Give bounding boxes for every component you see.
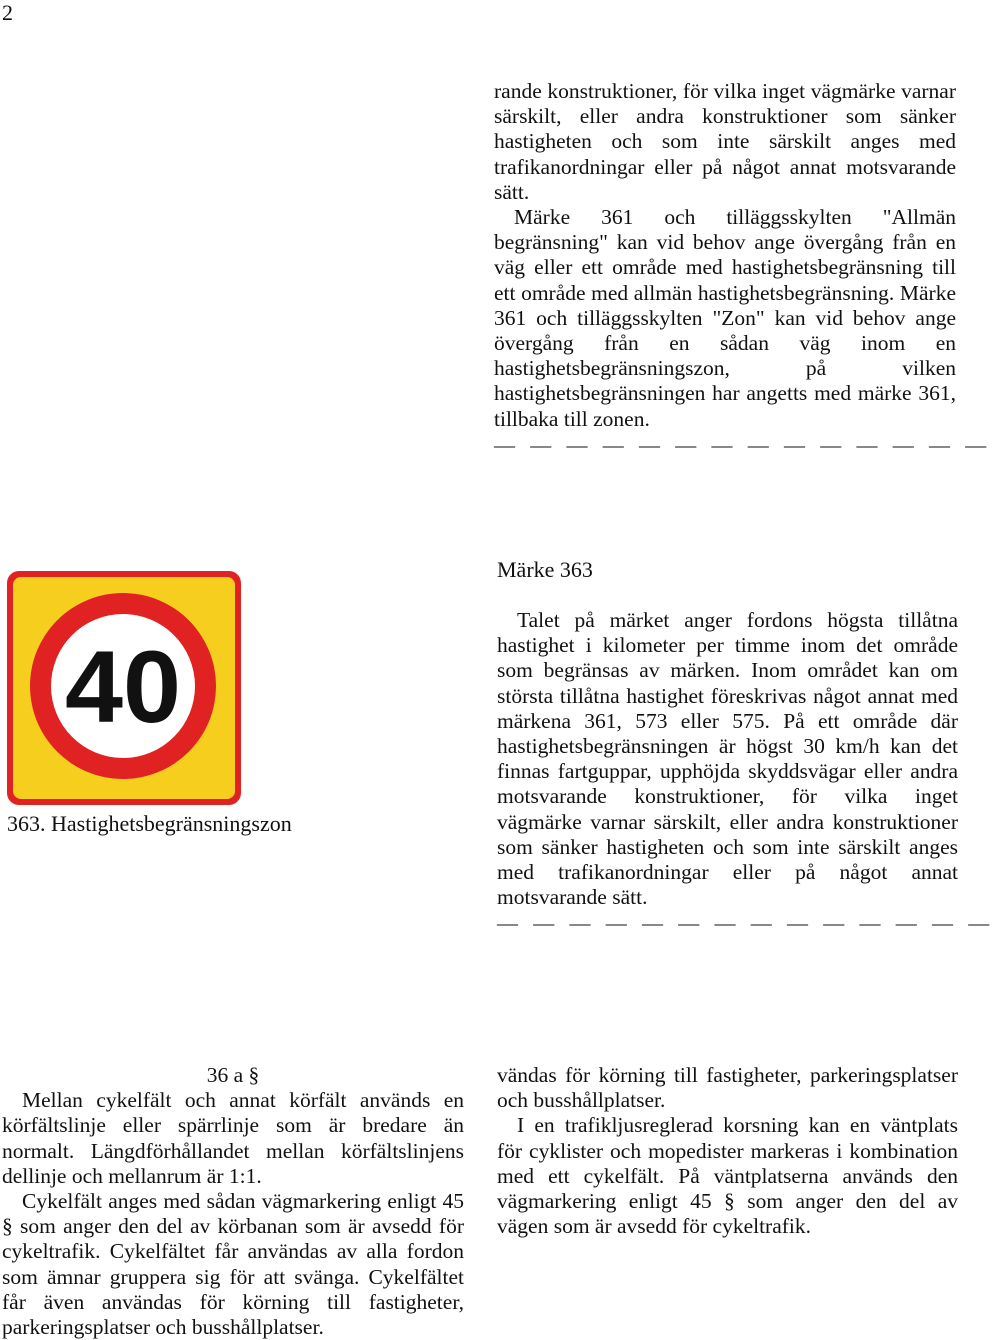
speed-limit-zone-sign-363 xyxy=(6,570,242,806)
paragraph: Mellan cykelfält och annat körfält används en körfältslinje eller spärrlinje som är bredare än normalt. Längdförhållandet mellan körfältslinjens dellinje och mellanrum är 1:1. xyxy=(2,1088,464,1188)
paragraph: I en trafikljusreglerad korsning kan en väntplats för cyklister och mopedister markeras i kombination med ett cykelfält. På väntplatserna används den vägmarkering enligt 45 § som anger den del av vägen som är avsedd för cykeltrafik. xyxy=(497,1113,958,1239)
sign-speed-number: 40 xyxy=(65,630,181,744)
paragraph: Cykelfält anges med sådan vägmarkering enligt 45 § som anger den del av körbanan som är avsedd för cykeltrafik. Cykelfältet får användas av alla fordon som ämnar gruppera sig för att svänga. Cykelfältet får även användas för körning till fastigheter, parkeringsplatser och busshållplatser. xyxy=(2,1189,464,1340)
section-separator: — — — — — — — — — — — — — — xyxy=(497,911,994,936)
section-36a-left-column xyxy=(2,1063,464,1340)
top-text-column xyxy=(494,79,992,458)
sign-description-column xyxy=(497,608,994,936)
page-number: 2 xyxy=(2,0,13,25)
section-heading: 36 a § xyxy=(206,1063,260,1087)
paragraph: Talet på märket anger fordons högsta tillåtna hastighet i kilometer per timme inom det område som begränsas av märken. Inom området kan om största tillåtna hastighet föreskrivas något annat med märkena 361, 573 eller 575. På ett område där hastighetsbegränsningen är högst 30 km/h kan det finnas fartguppar, upphöjda skyddsvägar eller andra motsvarande konstruktioner, för vilka inget vägmärke varnar särskilt, eller andra konstruktioner som sänker hastigheten och som inte särskilt anges med trafikanordningar eller på något annat motsvarande sätt. xyxy=(497,608,958,910)
section-separator: — — — — — — — — — — — — — — xyxy=(494,432,992,457)
sign-heading: Märke 363 xyxy=(497,557,593,582)
section-36a-right-column xyxy=(497,1063,958,1239)
paragraph-continued: vändas för körning till fastigheter, parkeringsplatser och busshållplatser. xyxy=(497,1063,958,1113)
paragraph: Märke 361 och tilläggsskylten "Allmän begränsning" kan vid behov ange övergång från en väg eller ett område med hastighetsbegränsning till ett område med allmän hastighetsbegränsning. Märke 361 och tilläggsskylten "Zon" kan vid behov ange övergång från en sådan väg inom en hastighetsbegränsningszon, på vilken hastighetsbegränsningen har angetts med märke 361, tillbaka till zonen. xyxy=(494,205,956,431)
paragraph: rande konstruktioner, för vilka inget vägmärke varnar särskilt, eller andra konstruktioner som sänker hastigheten och som inte särskilt anges med trafikanordningar eller på något annat motsvarande sätt. xyxy=(494,79,956,204)
sign-caption: 363. Hastighetsbegränsningszon xyxy=(7,811,292,836)
